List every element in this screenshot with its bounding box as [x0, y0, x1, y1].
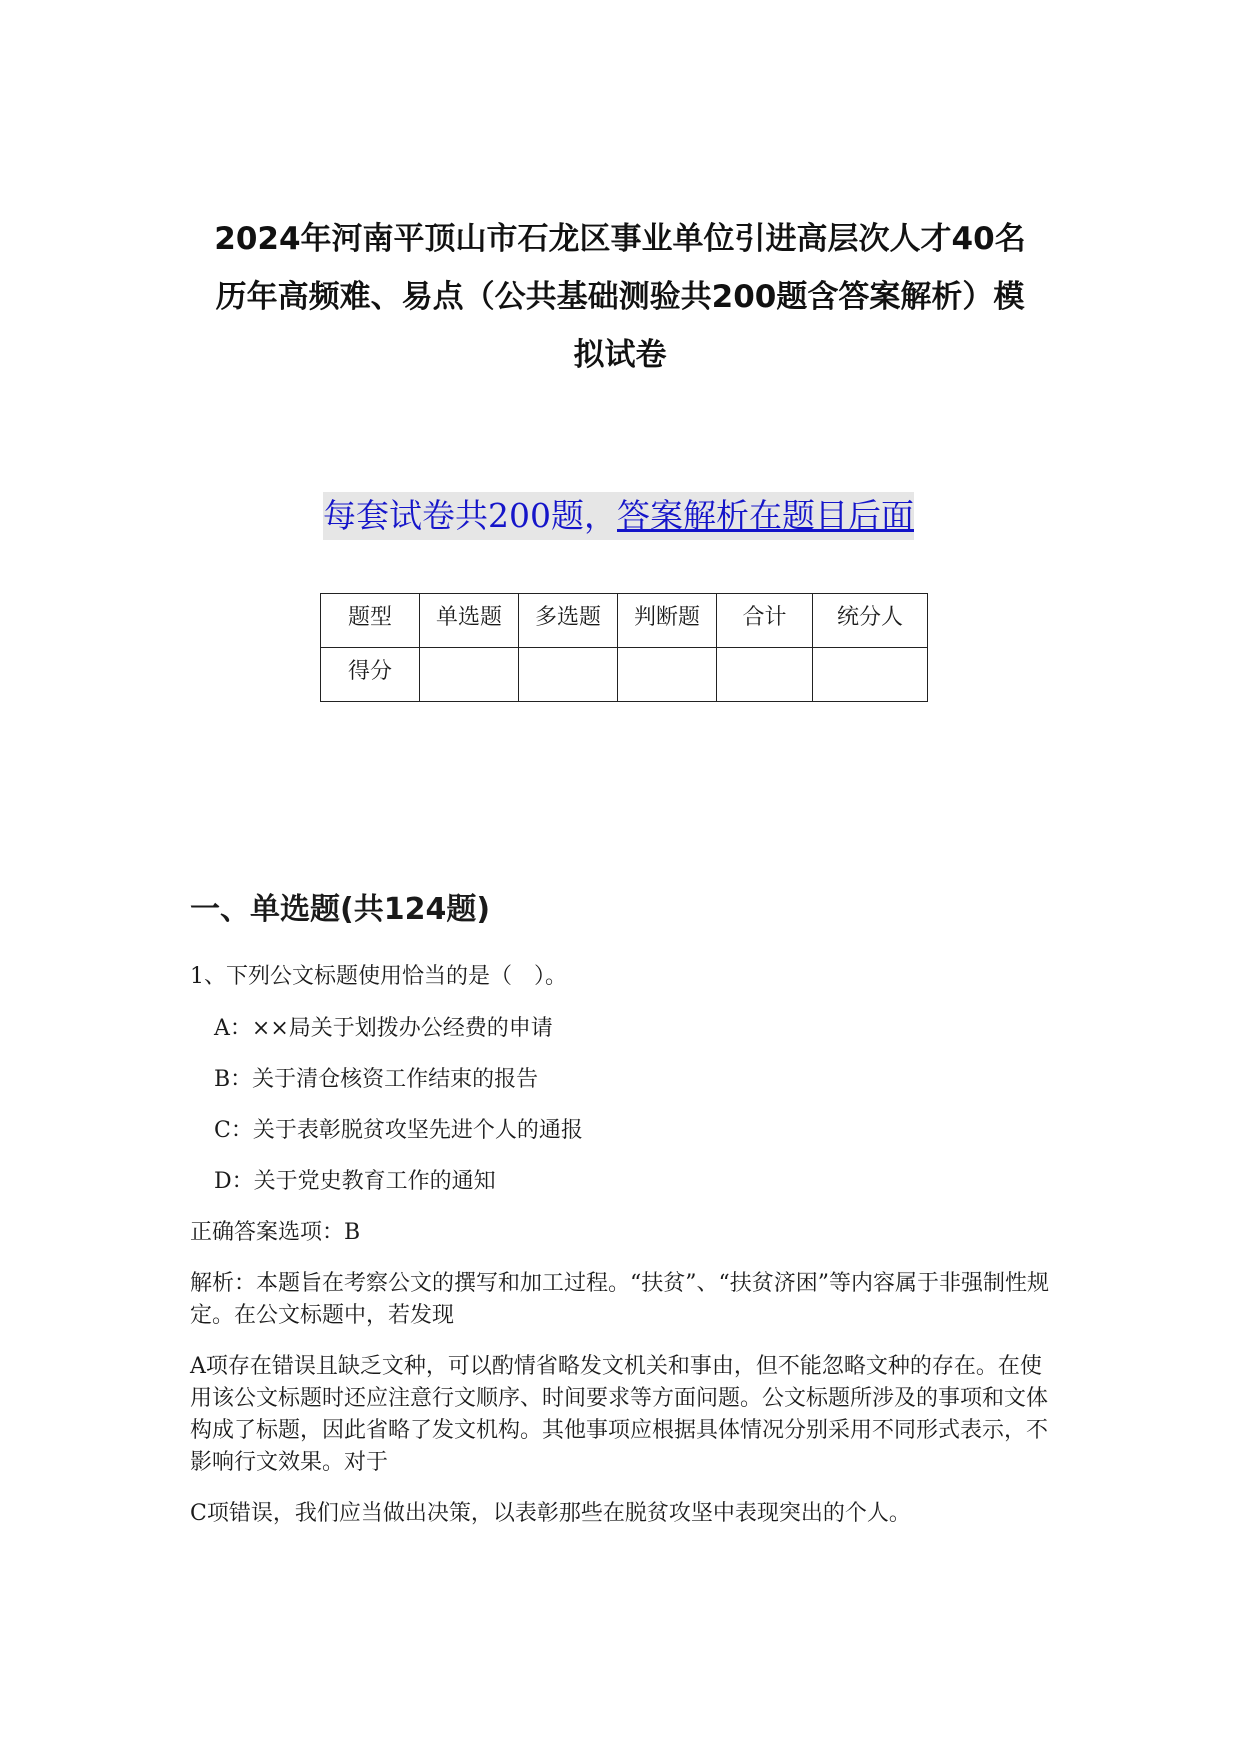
explanation-paragraph: C项错误，我们应当做出决策，以表彰那些在脱贫攻坚中表现突出的个人。 [190, 1501, 911, 1526]
score-cell [717, 648, 813, 702]
header-cell: 判断题 [618, 594, 717, 648]
answer-line: 正确答案选项：B [190, 1220, 361, 1245]
explanation-paragraph: 解析：本题旨在考察公文的撰写和加工过程。“扶贫”、“扶贫济困”等内容属于非强制性规定。在公文标题中，若发现 [190, 1271, 1049, 1328]
title-line: 2024年河南平顶山市石龙区事业单位引进高层次人才40名 [214, 221, 1026, 257]
question-stem: 1、下列公文标题使用恰当的是（ ）。 [190, 964, 567, 989]
score-row-label: 得分 [321, 648, 420, 702]
banner-text: 每套试卷共200题， [323, 496, 617, 535]
option-b: B：关于清仓核资工作结束的报告 [214, 1067, 539, 1092]
header-cell: 题型 [321, 594, 420, 648]
option-a: A：××局关于划拨办公经费的申请 [214, 1016, 553, 1041]
header-cell: 合计 [717, 594, 813, 648]
score-table [320, 593, 928, 702]
banner-link[interactable]: 答案解析在题目后面 [617, 496, 914, 535]
title-line: 拟试卷 [573, 337, 667, 373]
header-cell: 单选题 [420, 594, 519, 648]
info-banner [323, 492, 914, 540]
option-c: C：关于表彰脱贫攻坚先进个人的通报 [214, 1118, 583, 1143]
score-cell [420, 648, 519, 702]
score-table-score-row [321, 648, 928, 702]
score-table-header-row [321, 594, 928, 648]
title-line: 历年高频难、易点（公共基础测验共200题含答案解析）模 [215, 279, 1025, 315]
score-cell [519, 648, 618, 702]
section-title: 一、单选题(共124题) [190, 892, 491, 927]
header-cell: 多选题 [519, 594, 618, 648]
option-d: D：关于党史教育工作的通知 [214, 1169, 496, 1194]
document-title [180, 210, 1060, 384]
score-cell [618, 648, 717, 702]
score-cell [813, 648, 928, 702]
explanation-paragraph: A项存在错误且缺乏文种，可以酌情省略发文机关和事由，但不能忽略文种的存在。在使用该公文标题时还应注意行文顺序、时间要求等方面问题。公文标题所涉及的事项和文体构成了标题，因此省略了发文机构。其他事项应根据具体情况分别采用不同形式表示，不影响行文效果。对于 [190, 1354, 1049, 1475]
header-cell: 统分人 [813, 594, 928, 648]
